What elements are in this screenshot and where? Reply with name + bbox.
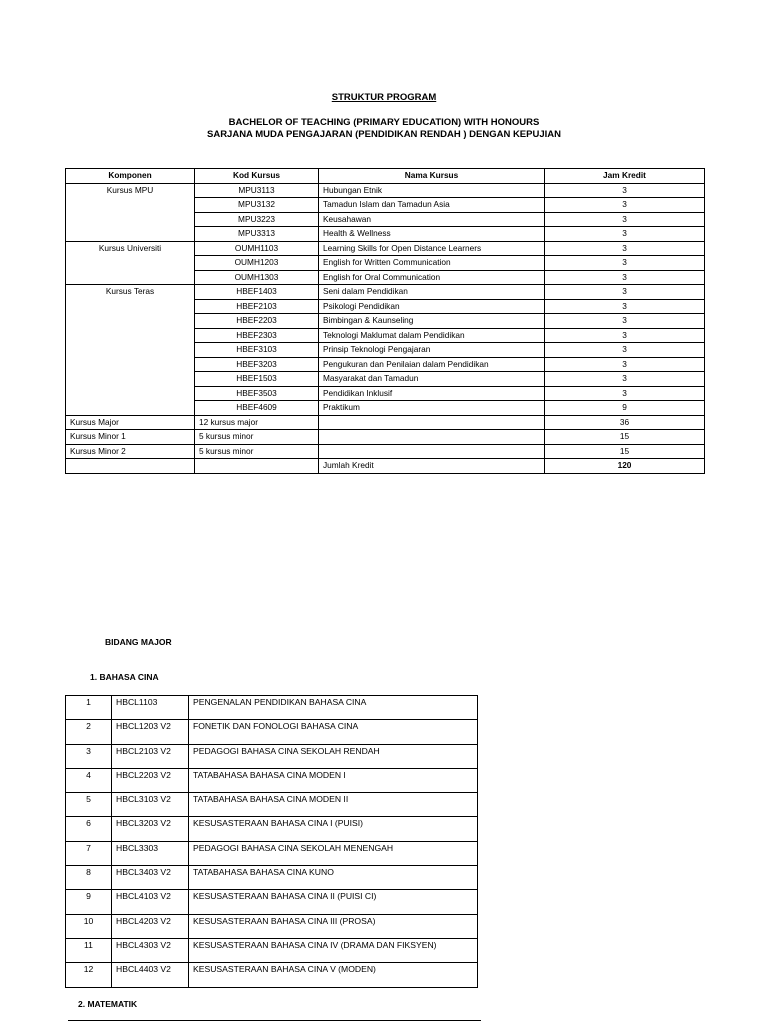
cell-kod-kursus: HBEF3203 <box>195 357 319 372</box>
cell-nama-kursus: Tamadun Islam dan Tamadun Asia <box>319 198 545 213</box>
course-number: 3 <box>66 744 112 768</box>
cell-jam-kredit: 3 <box>545 343 705 358</box>
cell-kod-kursus: HBEF4609 <box>195 401 319 416</box>
cell-jam-kredit: 9 <box>545 401 705 416</box>
course-row <box>66 866 478 890</box>
cell-nama-kursus: Jumlah Kredit <box>319 459 545 474</box>
course-number: 7 <box>66 841 112 865</box>
cell-nama-kursus: English for Oral Communication <box>319 270 545 285</box>
cell-jam-kredit: 3 <box>545 183 705 198</box>
course-number: 5 <box>66 793 112 817</box>
header-komponen: Komponen <box>66 169 195 184</box>
cell-komponen: Kursus Minor 1 <box>66 430 195 445</box>
course-name: KESUSASTERAAN BAHASA CINA V (MODEN) <box>189 963 478 987</box>
cell-komponen <box>66 198 195 213</box>
structure-row <box>66 227 705 242</box>
cell-nama-kursus: English for Written Communication <box>319 256 545 271</box>
cell-jam-kredit: 3 <box>545 198 705 213</box>
section-heading-bahasa-cina: 1. BAHASA CINA <box>90 672 159 682</box>
cell-jam-kredit: 3 <box>545 386 705 401</box>
cell-komponen: Kursus MPU <box>66 183 195 198</box>
cell-komponen: Kursus Major <box>66 415 195 430</box>
cell-nama-kursus: Masyarakat dan Tamadun <box>319 372 545 387</box>
cell-nama-kursus: Pengukuran dan Penilaian dalam Pendidikan <box>319 357 545 372</box>
cell-kod-kursus: 5 kursus minor <box>195 444 319 459</box>
course-number: 8 <box>66 866 112 890</box>
cell-kod-kursus: HBEF1403 <box>195 285 319 300</box>
course-code: HBCL4203 V2 <box>112 914 189 938</box>
course-code: HBCL4403 V2 <box>112 963 189 987</box>
cell-nama-kursus: Praktikum <box>319 401 545 416</box>
program-title-malay: SARJANA MUDA PENGAJARAN (PENDIDIKAN RENDAH ) DENGAN KEPUJIAN <box>207 129 561 140</box>
course-name: TATABAHASA BAHASA CINA KUNO <box>189 866 478 890</box>
course-name: TATABAHASA BAHASA CINA MODEN II <box>189 793 478 817</box>
structure-row <box>66 299 705 314</box>
cell-kod-kursus: OUMH1203 <box>195 256 319 271</box>
cell-jam-kredit: 15 <box>545 444 705 459</box>
structure-row <box>66 270 705 285</box>
cell-kod-kursus: OUMH1103 <box>195 241 319 256</box>
structure-row <box>66 459 705 474</box>
cell-jam-kredit: 3 <box>545 357 705 372</box>
header-nama-kursus: Nama Kursus <box>319 169 545 184</box>
cell-nama-kursus: Bimbingan & Kaunseling <box>319 314 545 329</box>
bahasa-cina-course-table <box>65 695 478 988</box>
course-code: HBCL3203 V2 <box>112 817 189 841</box>
cell-kod-kursus: MPU3313 <box>195 227 319 242</box>
cell-kod-kursus: 12 kursus major <box>195 415 319 430</box>
structure-row <box>66 386 705 401</box>
course-number: 4 <box>66 768 112 792</box>
course-name: KESUSASTERAAN BAHASA CINA IV (DRAMA DAN FIKSYEN) <box>189 938 478 962</box>
cell-jam-kredit: 3 <box>545 256 705 271</box>
cell-komponen <box>66 328 195 343</box>
cell-komponen <box>66 270 195 285</box>
course-name: PEDAGOGI BAHASA CINA SEKOLAH MENENGAH <box>189 841 478 865</box>
cell-jam-kredit: 120 <box>545 459 705 474</box>
cell-komponen <box>66 459 195 474</box>
cell-kod-kursus: HBEF2303 <box>195 328 319 343</box>
cell-nama-kursus <box>319 415 545 430</box>
cell-nama-kursus: Hubungan Etnik <box>319 183 545 198</box>
bidang-major-heading: BIDANG MAJOR <box>105 637 172 647</box>
course-code: HBCL4303 V2 <box>112 938 189 962</box>
cell-nama-kursus: Teknologi Maklumat dalam Pendidikan <box>319 328 545 343</box>
course-code: HBCL4103 V2 <box>112 890 189 914</box>
course-row <box>66 817 478 841</box>
cell-kod-kursus <box>195 459 319 474</box>
cell-komponen: Kursus Teras <box>66 285 195 300</box>
course-name: KESUSASTERAAN BAHASA CINA III (PROSA) <box>189 914 478 938</box>
course-number: 2 <box>66 720 112 744</box>
cell-kod-kursus: HBEF1503 <box>195 372 319 387</box>
cell-jam-kredit: 36 <box>545 415 705 430</box>
course-code: HBCL2103 V2 <box>112 744 189 768</box>
cell-kod-kursus: HBEF2103 <box>195 299 319 314</box>
structure-row <box>66 314 705 329</box>
cell-komponen: Kursus Universiti <box>66 241 195 256</box>
structure-row <box>66 285 705 300</box>
cell-komponen <box>66 256 195 271</box>
cell-nama-kursus <box>319 444 545 459</box>
cell-kod-kursus: MPU3113 <box>195 183 319 198</box>
matematik-table-top-border <box>68 1020 481 1021</box>
course-name: PENGENALAN PENDIDIKAN BAHASA CINA <box>189 696 478 720</box>
cell-nama-kursus: Health & Wellness <box>319 227 545 242</box>
course-code: HBCL3303 <box>112 841 189 865</box>
structure-row <box>66 241 705 256</box>
header-jam-kredit: Jam Kredit <box>545 169 705 184</box>
course-number: 6 <box>66 817 112 841</box>
cell-komponen <box>66 212 195 227</box>
course-code: HBCL2203 V2 <box>112 768 189 792</box>
course-code: HBCL3403 V2 <box>112 866 189 890</box>
cell-jam-kredit: 15 <box>545 430 705 445</box>
cell-komponen <box>66 227 195 242</box>
cell-jam-kredit: 3 <box>545 227 705 242</box>
cell-jam-kredit: 3 <box>545 372 705 387</box>
course-code: HBCL1103 <box>112 696 189 720</box>
program-title-english: BACHELOR OF TEACHING (PRIMARY EDUCATION) WITH HONOURS <box>228 117 540 128</box>
course-row <box>66 841 478 865</box>
cell-nama-kursus: Seni dalam Pendidikan <box>319 285 545 300</box>
course-row <box>66 768 478 792</box>
cell-nama-kursus: Pendidikan Inklusif <box>319 386 545 401</box>
course-row <box>66 744 478 768</box>
cell-nama-kursus <box>319 430 545 445</box>
cell-jam-kredit: 3 <box>545 285 705 300</box>
structure-row <box>66 328 705 343</box>
document-title: STRUKTUR PROGRAM <box>331 92 437 103</box>
structure-row <box>66 444 705 459</box>
cell-komponen: Kursus Minor 2 <box>66 444 195 459</box>
course-name: PEDAGOGI BAHASA CINA SEKOLAH RENDAH <box>189 744 478 768</box>
cell-kod-kursus: 5 kursus minor <box>195 430 319 445</box>
structure-row <box>66 343 705 358</box>
cell-jam-kredit: 3 <box>545 212 705 227</box>
cell-kod-kursus: HBEF3103 <box>195 343 319 358</box>
course-number: 11 <box>66 938 112 962</box>
course-code: HBCL3103 V2 <box>112 793 189 817</box>
cell-kod-kursus: HBEF2203 <box>195 314 319 329</box>
course-code: HBCL1203 V2 <box>112 720 189 744</box>
cell-kod-kursus: MPU3223 <box>195 212 319 227</box>
structure-row <box>66 256 705 271</box>
cell-komponen <box>66 386 195 401</box>
course-name: TATABAHASA BAHASA CINA MODEN I <box>189 768 478 792</box>
cell-nama-kursus: Keusahawan <box>319 212 545 227</box>
course-row <box>66 890 478 914</box>
structure-row <box>66 212 705 227</box>
cell-kod-kursus: MPU3132 <box>195 198 319 213</box>
cell-jam-kredit: 3 <box>545 314 705 329</box>
section-heading-matematik: 2. MATEMATIK <box>78 999 138 1009</box>
cell-kod-kursus: OUMH1303 <box>195 270 319 285</box>
structure-row <box>66 372 705 387</box>
cell-jam-kredit: 3 <box>545 241 705 256</box>
cell-jam-kredit: 3 <box>545 270 705 285</box>
cell-komponen <box>66 343 195 358</box>
cell-komponen <box>66 357 195 372</box>
header-kod-kursus: Kod Kursus <box>195 169 319 184</box>
course-row <box>66 696 478 720</box>
cell-kod-kursus: HBEF3503 <box>195 386 319 401</box>
cell-nama-kursus: Prinsip Teknologi Pengajaran <box>319 343 545 358</box>
cell-jam-kredit: 3 <box>545 328 705 343</box>
structure-row <box>66 415 705 430</box>
structure-table-header <box>66 169 705 184</box>
course-name: FONETIK DAN FONOLOGI BAHASA CINA <box>189 720 478 744</box>
cell-komponen <box>66 314 195 329</box>
structure-row <box>66 430 705 445</box>
course-row <box>66 793 478 817</box>
cell-komponen <box>66 401 195 416</box>
cell-komponen <box>66 372 195 387</box>
course-row <box>66 938 478 962</box>
course-name: KESUSASTERAAN BAHASA CINA I (PUISI) <box>189 817 478 841</box>
course-name: KESUSASTERAAN BAHASA CINA II (PUISI CI) <box>189 890 478 914</box>
cell-nama-kursus: Learning Skills for Open Distance Learners <box>319 241 545 256</box>
course-number: 9 <box>66 890 112 914</box>
structure-row <box>66 401 705 416</box>
course-number: 1 <box>66 696 112 720</box>
course-number: 12 <box>66 963 112 987</box>
course-row <box>66 914 478 938</box>
program-structure-table <box>65 168 705 474</box>
course-number: 10 <box>66 914 112 938</box>
structure-row <box>66 198 705 213</box>
cell-nama-kursus: Psikologi Pendidikan <box>319 299 545 314</box>
cell-komponen <box>66 299 195 314</box>
course-row <box>66 963 478 987</box>
cell-jam-kredit: 3 <box>545 299 705 314</box>
course-row <box>66 720 478 744</box>
structure-row <box>66 357 705 372</box>
structure-row <box>66 183 705 198</box>
